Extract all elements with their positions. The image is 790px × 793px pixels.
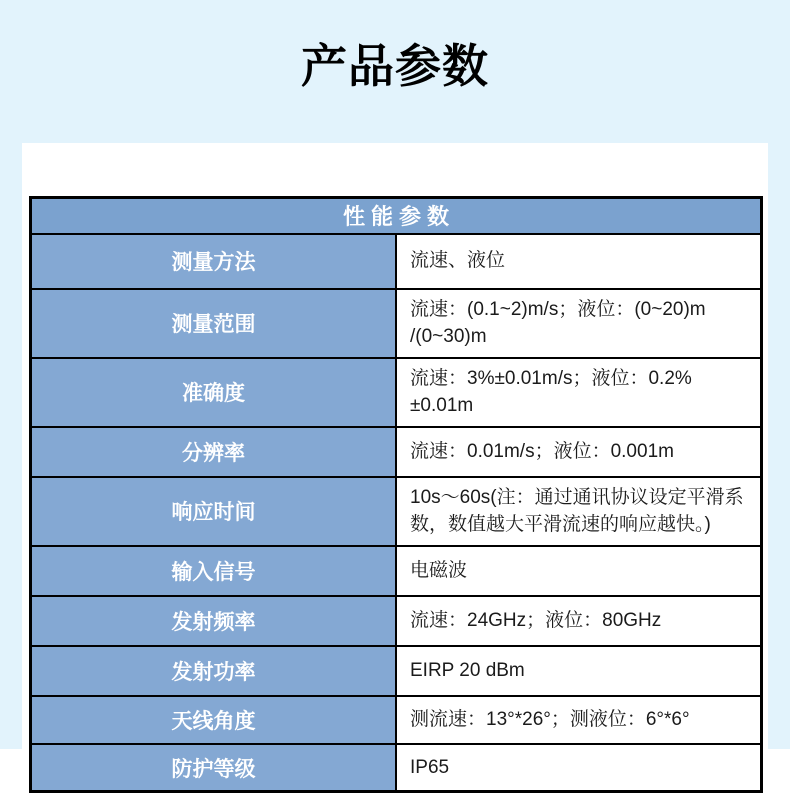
content-panel: [22, 143, 768, 781]
table-row-input-signal: [31, 546, 762, 596]
row-label: 输入信号: [31, 546, 397, 596]
table-row-measurement-range: [31, 289, 762, 358]
table-header-title: 性能参数: [31, 198, 762, 234]
row-value: EIRP 20 dBm: [396, 646, 762, 696]
spec-table: [29, 196, 763, 793]
row-label: 响应时间: [31, 477, 397, 546]
row-value: 电磁波: [396, 546, 762, 596]
row-label: 分辨率: [31, 427, 397, 477]
table-row-accuracy: [31, 358, 762, 427]
row-value: 流速：3%±0.01m/s；液位：0.2%±0.01m: [396, 358, 762, 427]
row-label: 发射功率: [31, 646, 397, 696]
row-label: 准确度: [31, 358, 397, 427]
table-row-resolution: [31, 427, 762, 477]
row-label: 天线角度: [31, 696, 397, 744]
table-row-protection-rating: [31, 744, 762, 792]
table-row-transmit-frequency: [31, 596, 762, 646]
row-value: 流速：24GHz；液位：80GHz: [396, 596, 762, 646]
row-value: IP65: [396, 744, 762, 792]
table-row-measurement-method: [31, 234, 762, 289]
row-value: 10s～60s(注：通过通讯协议设定平滑系数，数值越大平滑流速的响应越快。): [396, 477, 762, 546]
row-value: 流速：(0.1~2)m/s；液位：(0~20)m /(0~30)m: [396, 289, 762, 358]
page-title: 产品参数: [301, 40, 489, 92]
table-row-antenna-angle: [31, 696, 762, 744]
row-label: 防护等级: [31, 744, 397, 792]
row-value: 流速：0.01m/s；液位：0.001m: [396, 427, 762, 477]
row-value: 流速、液位: [396, 234, 762, 289]
row-label: 测量范围: [31, 289, 397, 358]
row-label: 测量方法: [31, 234, 397, 289]
row-value: 测流速：13°*26°；测液位：6°*6°: [396, 696, 762, 744]
row-label: 发射频率: [31, 596, 397, 646]
table-header-row: [31, 198, 762, 234]
table-row-response-time: [31, 477, 762, 546]
table-row-transmit-power: [31, 646, 762, 696]
